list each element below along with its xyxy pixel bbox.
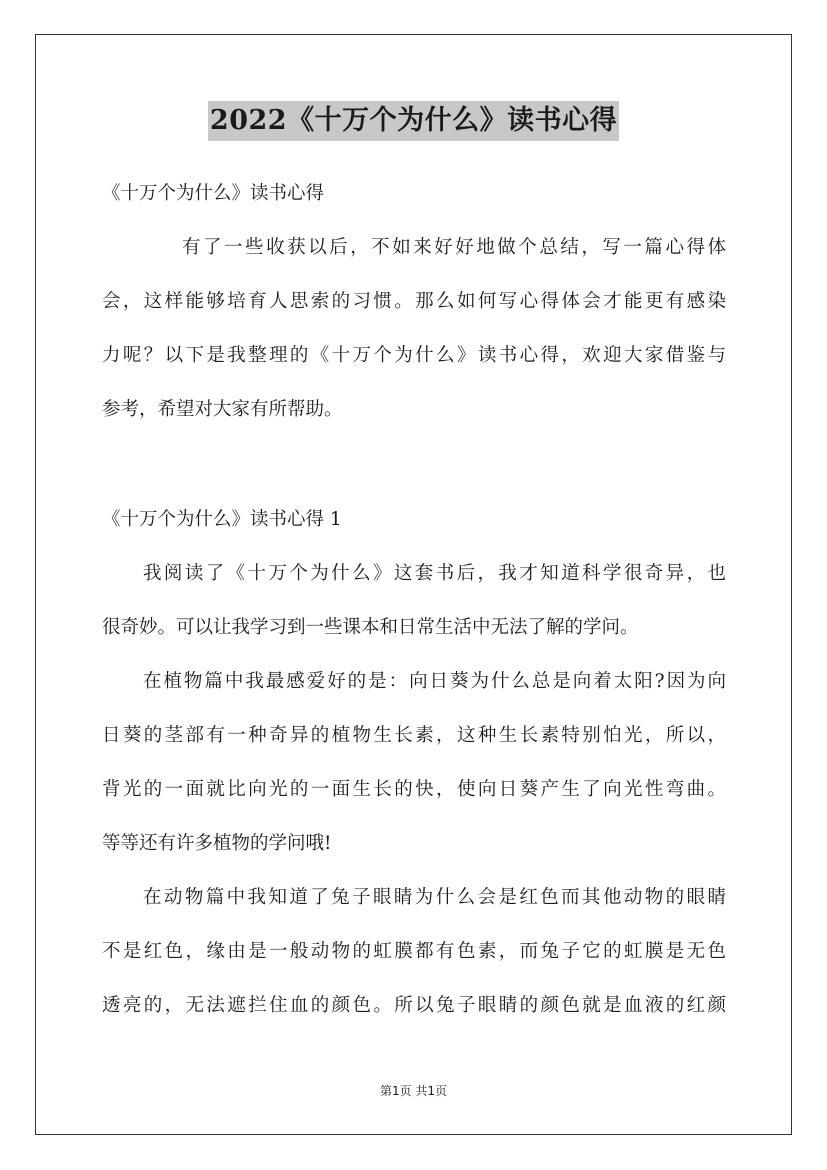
paragraph-line: 日葵的茎部有一种奇异的植物生长素，这种生长素特别怕光，所以， (102, 725, 726, 746)
intro-line: 有了一些收获以后，不如来好好地做个总结，写一篇心得体 (182, 237, 726, 258)
document-title: 2022《十万个为什么》读书心得 (208, 101, 619, 141)
paragraph-line: 不是红色，缘由是一般动物的虹膜都有色素，而兔子它的虹膜是无色 (102, 941, 726, 962)
paragraph-line: 背光的一面就比向光的一面生长的快，使向日葵产生了向光性弯曲。 (102, 779, 726, 800)
intro-line: 参考，希望对大家有所帮助。 (102, 399, 343, 420)
paragraph-line: 我阅读了《十万个为什么》这套书后，我才知道科学很奇异，也 (143, 563, 726, 584)
subtitle: 《十万个为什么》读书心得 (102, 183, 325, 204)
title-container (0, 101, 827, 141)
paragraph-line: 很奇妙。可以让我学习到一些课本和日常生活中无法了解的学问。 (102, 617, 639, 638)
section-heading: 《十万个为什么》读书心得 1 (102, 509, 342, 530)
paragraph-line: 透亮的，无法遮拦住血的颜色。所以兔子眼睛的颜色就是血液的红颜 (102, 995, 726, 1016)
page-footer: 第1页 共1页 (379, 1084, 448, 1098)
paragraph-line: 在动物篇中我知道了兔子眼睛为什么会是红色而其他动物的眼睛 (143, 887, 726, 908)
paragraph-line: 在植物篇中我最感爱好的是：向日葵为什么总是向着太阳?因为向 (143, 671, 726, 692)
intro-line: 会，这样能够培育人思索的习惯。那么如何写心得体会才能更有感染 (102, 291, 726, 312)
paragraph-line: 等等还有许多植物的学问哦! (102, 833, 332, 854)
intro-line: 力呢？以下是我整理的《十万个为什么》读书心得，欢迎大家借鉴与 (102, 345, 726, 366)
